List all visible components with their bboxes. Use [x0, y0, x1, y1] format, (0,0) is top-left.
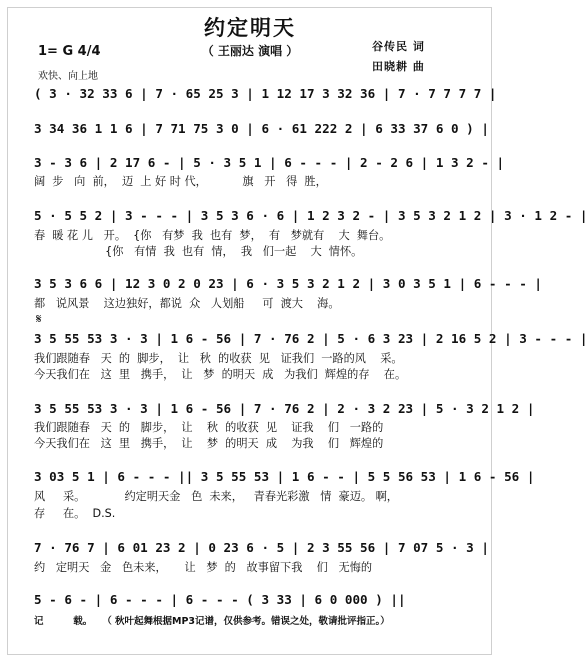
lyric-line: 今天我们在 这 里 携手， 让 梦 的明天 成 为我 们 辉煌的 — [34, 437, 384, 450]
notation-line: 3 5 55 53 3 · 3 | 1 6 - 56 | 7 · 76 2 | 2 · 3 2 23 | 5 · 3 2 1 2 | — [34, 401, 535, 416]
lyricist-credit: 谷传民 词 — [372, 40, 425, 53]
lyric-line: 我们跟随春 天 的 脚步， 让 秋 的收获 见 证我们 一路的风 采。 — [34, 352, 403, 365]
key-signature: 1= G 4/4 — [38, 44, 101, 59]
lyric-line: 约 定明天 金 色未来， 让 梦 的 故事留下我 们 无悔的 — [34, 561, 373, 574]
singer-credit: （ 王丽达 演唱 ） — [201, 44, 299, 58]
segno-sign: 𝄋 — [36, 312, 42, 327]
notation-line: 3 03 5 1 | 6 - - - || 3 5 55 53 | 1 6 - - | 5 5 56 53 | 1 6 - 56 | — [34, 469, 535, 484]
lyric-line: 都 说风景 这边独好，都说 众 人划船 可 渡大 海。 — [34, 297, 340, 310]
notation-line: 7 · 76 7 | 6 01 23 2 | 0 23 6 · 5 | 2 3 55 56 | 7 07 5 · 3 | — [34, 540, 489, 555]
lyric-line: 今天我们在 这 里 携手， 让 梦 的明天 成 为我们 辉煌的存 在。 — [34, 368, 407, 381]
notation-line: 3 5 55 53 3 · 3 | 1 6 - 56 | 7 · 76 2 | 5 · 6 3 23 | 2 16 5 2 | 3 - - - | — [34, 331, 588, 346]
tempo-marking: 欢快、向上地 — [38, 71, 98, 82]
composer-credit: 田晓耕 曲 — [372, 60, 425, 73]
lyric-line: 存 在。 D.S. — [34, 507, 116, 520]
lyric-line: 风 采。 约定明天金 色 未来， 青春光彩激 情 豪迈。 啊， — [34, 490, 398, 503]
notation-line: 3 34 36 1 1 6 | 7 71 75 3 0 | 6 · 61 222 2 | 6 33 37 6 0 ) | — [34, 121, 489, 136]
song-title: 约定明天 — [204, 16, 296, 40]
notation-line: 5 · 5 5 2 | 3 - - - | 3 5 3 6 · 6 | 1 2 3 2 - | 3 5 3 2 1 2 | 3 · 1 2 - | — [34, 208, 588, 223]
lyric-line: 阔 步 向 前， 迈 上 好 时 代， 旗 开 得 胜， — [34, 175, 327, 188]
lyric-line: 春 暖 花 儿 开。 {你 有梦 我 也有 梦， 有 梦就有 大 舞台。 — [34, 229, 391, 242]
footnote-line: 记 载。 （ 秋叶起舞根据MP3记谱，仅供参考。错误之处，敬请批评指正。） — [34, 616, 390, 627]
notation-line: 3 - 3 6 | 2 17 6 - | 5 · 3 5 1 | 6 - - - | 2 - 2 6 | 1 3 2 - | — [34, 155, 505, 170]
notation-line: 5 - 6 - | 6 - - - | 6 - - - ( 3 33 | 6 0 000 ) || — [34, 592, 406, 607]
notation-line: ( 3 · 32 33 6 | 7 · 65 25 3 | 1 12 17 3 32 36 | 7 · 7 7 7 7 | — [34, 86, 497, 101]
lyric-line: 我们跟随春 天 的 脚步， 让 秋 的收获 见 证我 们 一路的 — [34, 421, 384, 434]
notation-line: 3 5 3 6 6 | 12 3 0 2 0 23 | 6 · 3 5 3 2 1 2 | 3 0 3 5 1 | 6 - - - | — [34, 276, 542, 291]
lyric-line: {你 有情 我 也有 情， 我 们一起 大 情怀。 — [34, 245, 363, 258]
